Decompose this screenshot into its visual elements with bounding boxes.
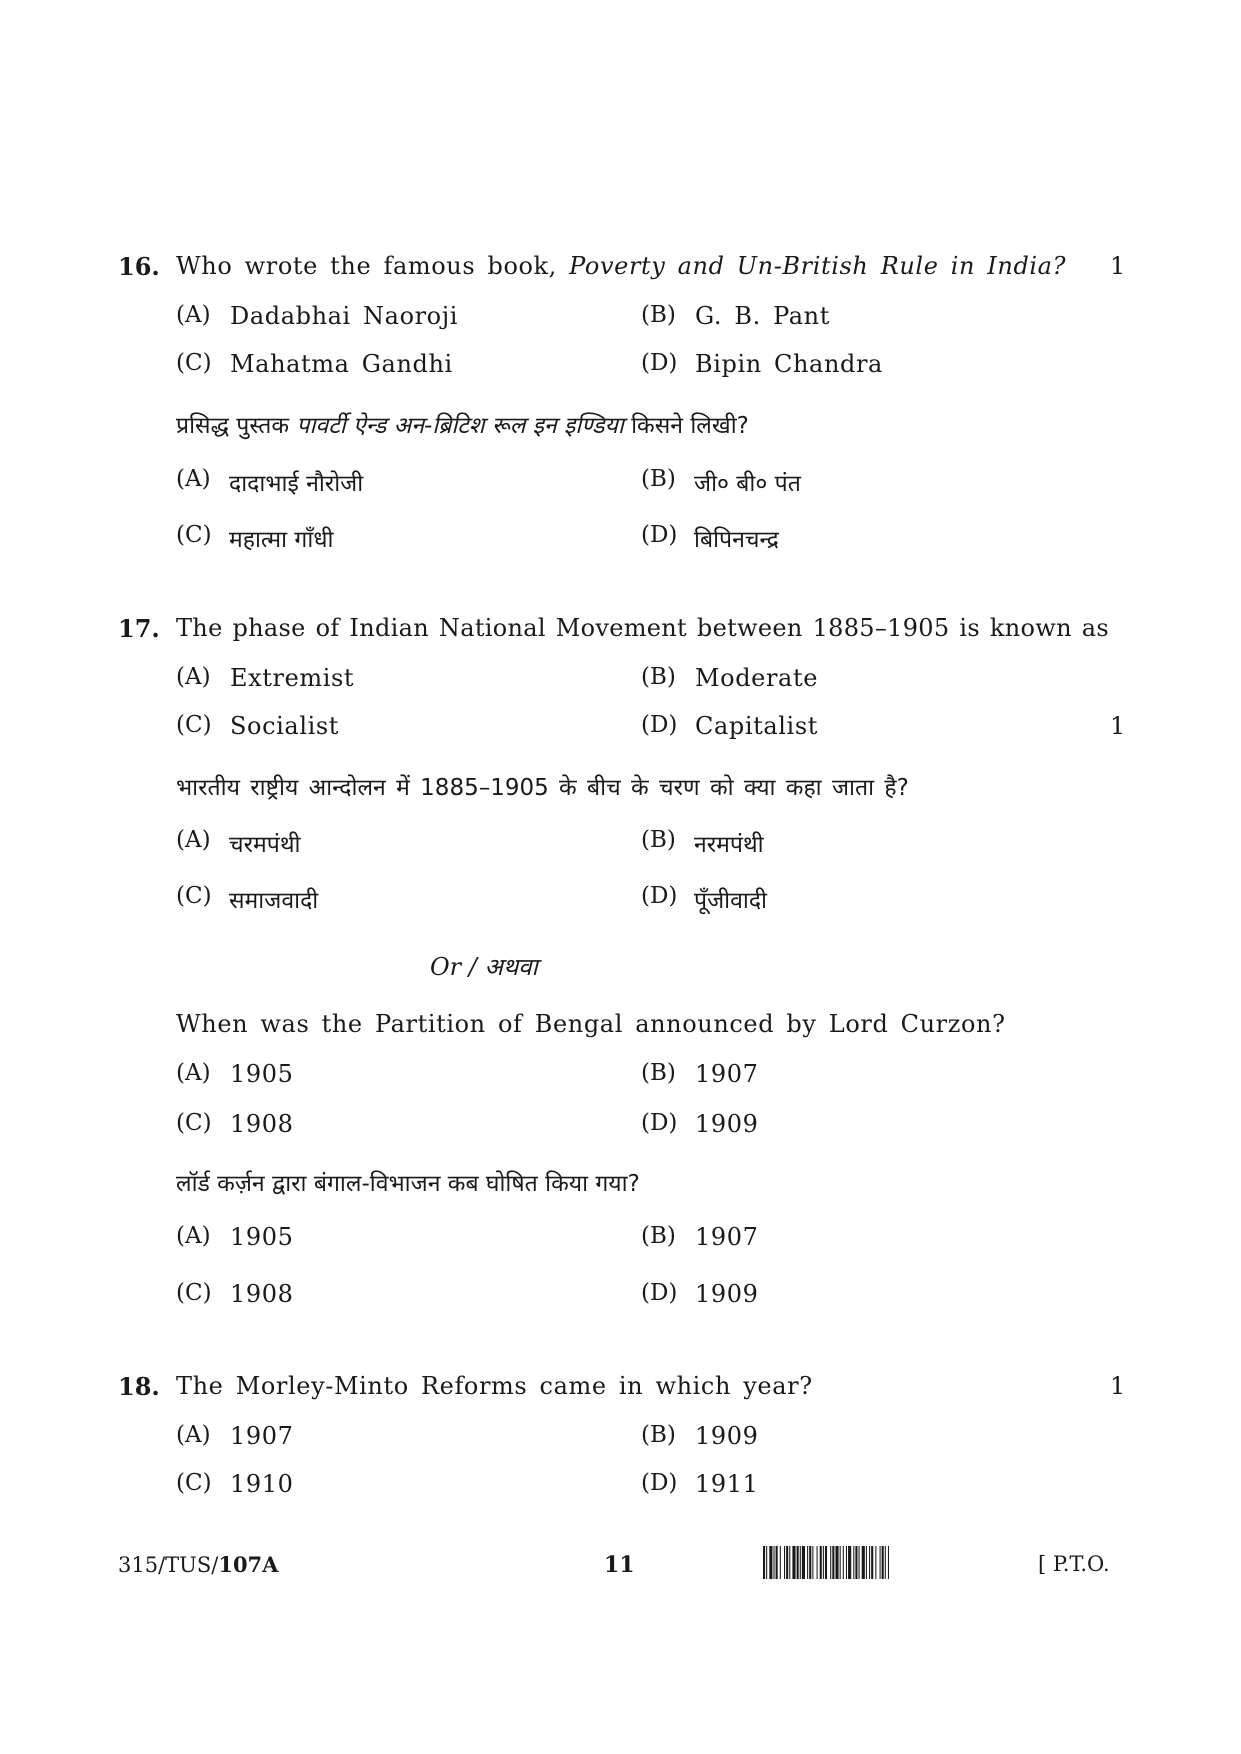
option-letter: (B) xyxy=(641,466,676,492)
option-letter: (A) xyxy=(176,1422,211,1448)
option-text: 1907 xyxy=(695,1060,759,1088)
option-text: Capitalist xyxy=(695,712,818,740)
option-text-hindi: नरमपंथी xyxy=(694,832,764,858)
option-text-hindi: महात्मा गाँधी xyxy=(229,527,334,553)
option-letter: (A) xyxy=(176,1060,211,1086)
option-text-hindi: बिपिनचन्द्र xyxy=(694,527,779,553)
option-letter: (D) xyxy=(641,1110,678,1136)
option-text: 1911 xyxy=(695,1470,759,1498)
please-turn-over: [ P.T.O. xyxy=(1038,1552,1110,1576)
option-letter: (B) xyxy=(641,827,676,853)
question-text-prefix: Who wrote the famous book, xyxy=(176,252,557,280)
option-letter: (D) xyxy=(641,712,678,738)
paper-code-prefix: 315/TUS/ xyxy=(118,1553,219,1577)
option-text: 1905 xyxy=(230,1223,294,1251)
question-text-hindi-prefix: प्रसिद्ध पुस्तक xyxy=(176,413,290,439)
option-text-hindi: दादाभाई नौरोजी xyxy=(229,471,364,497)
option-text: 1909 xyxy=(695,1110,759,1138)
marks: 1 xyxy=(1110,252,1126,280)
question-number: 17. xyxy=(118,614,160,643)
option-letter: (A) xyxy=(176,302,211,328)
option-text-hindi: चरमपंथी xyxy=(229,832,301,858)
option-text: G. B. Pant xyxy=(695,302,830,330)
option-text: 1907 xyxy=(230,1422,294,1450)
question-text: The phase of Indian National Movement between 1885–1905 is known as xyxy=(176,614,1109,642)
question-text: The Morley-Minto Reforms came in which year? xyxy=(176,1372,813,1400)
option-letter: (C) xyxy=(176,883,212,909)
option-letter: (B) xyxy=(641,302,676,328)
option-text: 1907 xyxy=(695,1223,759,1251)
question-number: 18. xyxy=(118,1372,160,1401)
paper-code-set: 107A xyxy=(218,1552,279,1577)
option-letter: (A) xyxy=(176,827,211,853)
question-text-hindi: भारतीय राष्ट्रीय आन्दोलन में 1885–1905 के बीच के चरण को क्या कहा जाता है? xyxy=(176,775,909,801)
option-letter: (C) xyxy=(176,1110,212,1136)
option-letter: (B) xyxy=(641,1422,676,1448)
option-text: Bipin Chandra xyxy=(695,350,883,378)
alternate-question-text-hindi: लॉर्ड कर्ज़न द्वारा बंगाल-विभाजन कब घोषित किया गया? xyxy=(176,1171,640,1197)
option-letter: (B) xyxy=(641,664,676,690)
option-text: 1908 xyxy=(230,1110,294,1138)
option-text: 1909 xyxy=(695,1422,759,1450)
option-letter: (B) xyxy=(641,1060,676,1086)
option-text: Dadabhai Naoroji xyxy=(230,302,459,330)
option-letter: (C) xyxy=(176,712,212,738)
question-text-hindi-suffix: किसने लिखी? xyxy=(631,413,749,439)
option-letter: (B) xyxy=(641,1223,676,1249)
option-letter: (C) xyxy=(176,522,212,548)
option-letter: (C) xyxy=(176,350,212,376)
option-text: 1905 xyxy=(230,1060,294,1088)
option-letter: (A) xyxy=(176,664,211,690)
option-letter: (C) xyxy=(176,1470,212,1496)
option-text: Moderate xyxy=(695,664,819,692)
option-letter: (A) xyxy=(176,466,211,492)
option-text-hindi: पूँजीवादी xyxy=(694,888,768,914)
option-text: Extremist xyxy=(230,664,355,692)
question-text-hindi xyxy=(176,408,749,440)
question-number: 16. xyxy=(118,252,160,281)
option-text-hindi: जी० बी० पंत xyxy=(694,471,801,497)
option-letter: (D) xyxy=(641,1280,678,1306)
option-letter: (A) xyxy=(176,1223,211,1249)
option-text: 1909 xyxy=(695,1280,759,1308)
question-text xyxy=(176,252,1066,280)
paper-code xyxy=(118,1552,278,1577)
option-text: Socialist xyxy=(230,712,340,740)
marks: 1 xyxy=(1110,1372,1126,1400)
book-title-hindi: पावर्टी ऐन्ड अन-ब्रिटिश रूल इन इण्डिया xyxy=(296,413,624,439)
alternate-question-text: When was the Partition of Bengal announced by Lord Curzon? xyxy=(176,1010,1006,1038)
option-text: 1908 xyxy=(230,1280,294,1308)
barcode-icon xyxy=(763,1546,1018,1579)
option-letter: (D) xyxy=(641,522,678,548)
option-text: 1910 xyxy=(230,1470,294,1498)
option-letter: (D) xyxy=(641,1470,678,1496)
option-letter: (D) xyxy=(641,350,678,376)
or-divider: Or / अथवा xyxy=(430,953,538,981)
option-text-hindi: समाजवादी xyxy=(229,888,319,914)
option-letter: (D) xyxy=(641,883,678,909)
option-letter: (C) xyxy=(176,1280,212,1306)
book-title: Poverty and Un-British Rule in India? xyxy=(569,252,1067,280)
page-number: 11 xyxy=(604,1552,635,1578)
option-text: Mahatma Gandhi xyxy=(230,350,453,378)
marks: 1 xyxy=(1110,712,1126,740)
